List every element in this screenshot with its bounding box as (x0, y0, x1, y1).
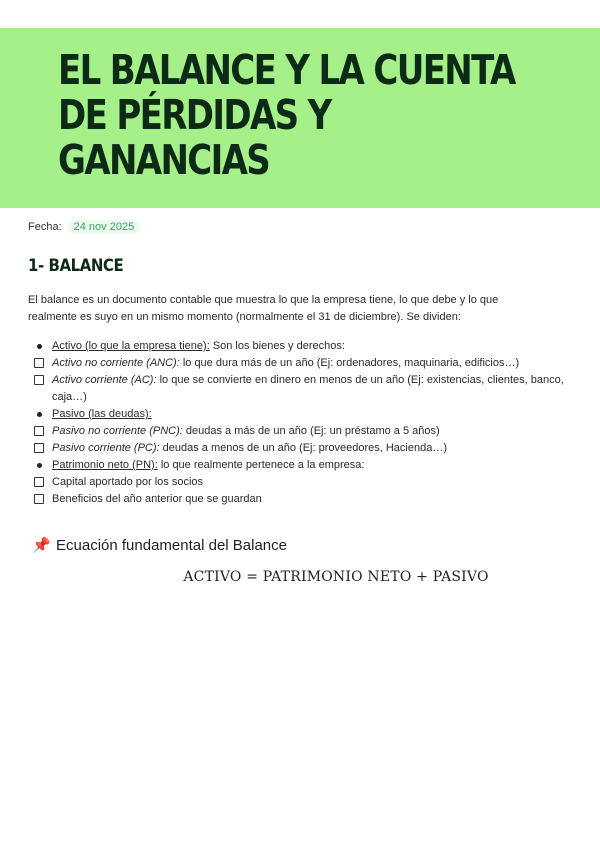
equation-heading-text: Ecuación fundamental del Balance (56, 536, 287, 554)
item-label: Activo (lo que la empresa tiene): (52, 340, 210, 352)
item-description: Son los bienes y derechos: (209, 340, 345, 352)
date-value[interactable]: 24 nov 2025 (68, 220, 141, 234)
item-label: Activo no corriente (ANC): (52, 357, 180, 369)
item-text (52, 491, 574, 508)
bullet-dot-icon (37, 344, 42, 349)
bullet-marker (34, 338, 52, 355)
item-text (52, 440, 574, 457)
date-label: Fecha: (28, 221, 62, 233)
item-description: deudas a menos de un año (Ej: proveedores, Hacienda…) (159, 442, 447, 454)
item-text (52, 372, 574, 406)
checklist-item (34, 372, 574, 406)
item-text (52, 457, 574, 474)
checkbox[interactable] (34, 477, 44, 487)
item-label: Pasivo (las deudas): (52, 408, 152, 420)
checkbox-container (34, 372, 52, 389)
item-text (52, 423, 574, 440)
balance-items-list (34, 338, 574, 508)
bullet-dot-icon (37, 463, 42, 468)
item-text (52, 355, 574, 372)
pushpin-icon: 📌 (32, 537, 51, 554)
equation-heading (32, 536, 287, 554)
page-title: EL BALANCE Y LA CUENTA DE PÉRDIDAS Y GANANCIAS (58, 46, 515, 184)
item-description: lo que dura más de un año (Ej: ordenadores, maquinaria, edificios…) (179, 357, 520, 369)
checkbox-container (34, 423, 52, 440)
item-label: Pasivo corriente (PC): (52, 442, 160, 454)
item-description: lo que se convierte en dinero en menos de un año (Ej: existencias, clientes, banco, caja…) (52, 374, 567, 403)
section-heading: 1- BALANCE (28, 256, 124, 276)
bullet-item (34, 457, 574, 474)
checklist-item (34, 440, 574, 457)
checklist-item (34, 355, 574, 372)
balance-formula: ACTIVO = PATRIMONIO NETO + PASIVO (183, 569, 489, 585)
checkbox[interactable] (34, 375, 44, 385)
item-label: Patrimonio neto (PN): (52, 459, 158, 471)
checkbox-container (34, 491, 52, 508)
checkbox-container (34, 440, 52, 457)
bullet-item (34, 338, 574, 355)
bullet-marker (34, 406, 52, 423)
item-text (52, 474, 574, 491)
bullet-item (34, 406, 574, 423)
checkbox[interactable] (34, 494, 44, 504)
checkbox-container (34, 355, 52, 372)
checkbox[interactable] (34, 358, 44, 368)
date-property (28, 220, 140, 234)
checklist-item (34, 474, 574, 491)
item-label: Pasivo no corriente (PNC): (52, 425, 183, 437)
intro-paragraph: El balance es un documento contable que muestra lo que la empresa tiene, lo que debe y lo que realmente es suyo en un mismo momento (normalmente el 31 de diciembre). Se dividen: (28, 294, 499, 323)
checklist-item (34, 423, 574, 440)
item-description: lo que realmente pertenece a la empresa: (157, 459, 365, 471)
checkbox[interactable] (34, 426, 44, 436)
checklist-item (34, 491, 574, 508)
item-text (52, 338, 574, 355)
item-label: Activo corriente (AC): (52, 374, 157, 386)
bullet-dot-icon (37, 412, 42, 417)
bullet-marker (34, 457, 52, 474)
item-description: deudas a más de un año (Ej: un préstamo a 5 años) (182, 425, 440, 437)
checkbox-container (34, 474, 52, 491)
title-banner (0, 28, 600, 208)
item-text (52, 406, 574, 423)
item-description: Beneficios del año anterior que se guardan (52, 493, 262, 505)
checkbox[interactable] (34, 443, 44, 453)
item-description: Capital aportado por los socios (52, 476, 204, 488)
